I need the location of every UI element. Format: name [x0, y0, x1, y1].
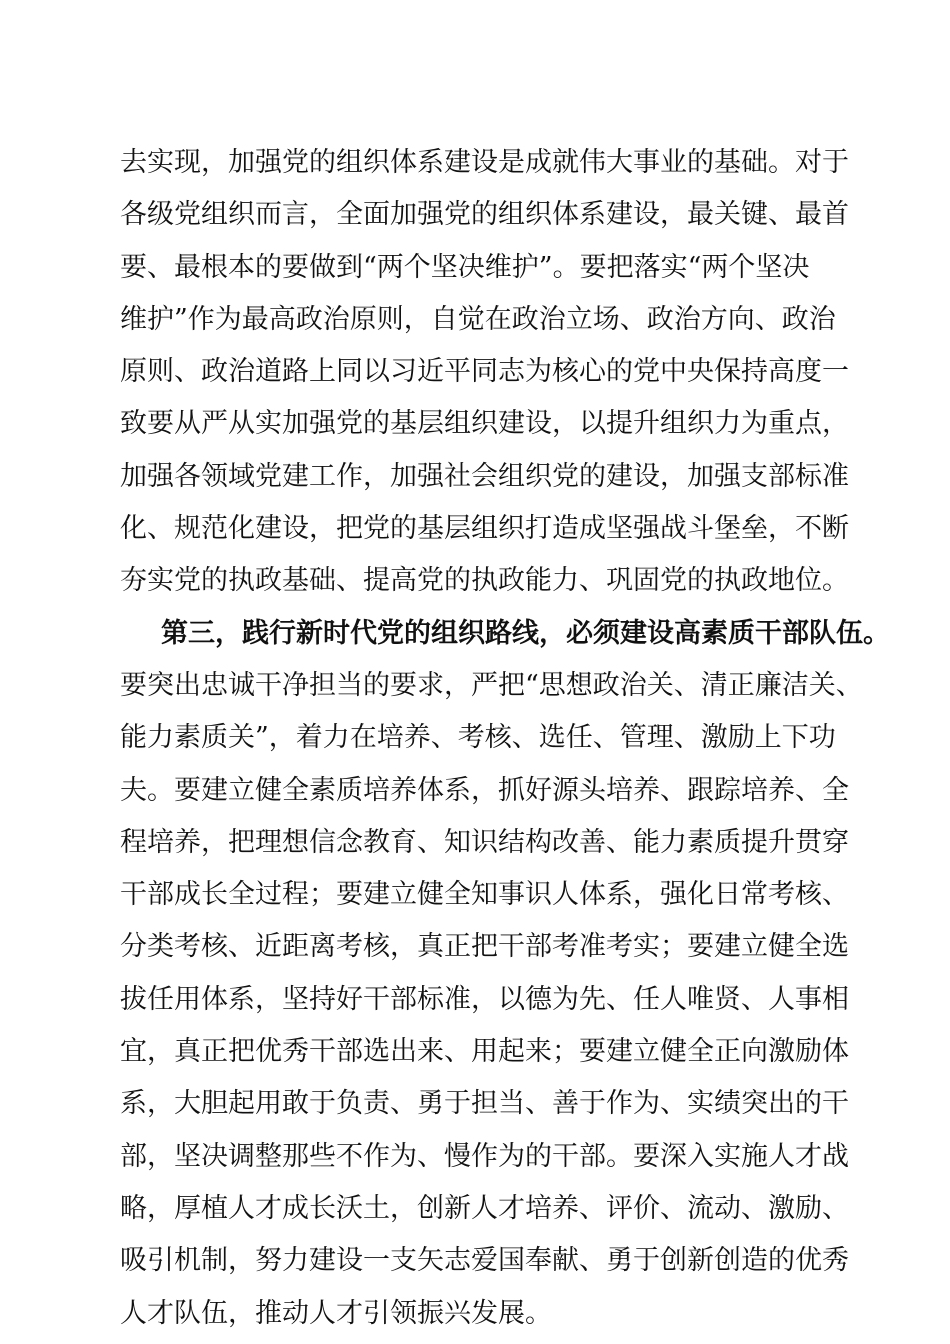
text-line	[120, 974, 849, 1026]
line-text: 要、最根本的要做到“两个坚决维护”。要把落实“两个坚决	[120, 251, 810, 283]
line-text: 夫。要建立健全素质培养体系，抓好源头培养、跟踪培养、全	[120, 774, 849, 806]
text-line	[120, 765, 849, 817]
line-text: 化、规范化建设，把党的基层组织打造成坚强战斗堡垒，不断	[120, 513, 849, 545]
line-text: 拔任用体系，坚持好干部标准，以德为先、任人唯贤、人事相	[120, 983, 849, 1015]
text-line	[120, 451, 849, 503]
text-line	[120, 869, 849, 921]
text-line	[120, 921, 849, 973]
line-text: 分类考核、近距离考核，真正把干部考准考实；要建立健全选	[120, 931, 849, 963]
line-text: 要突出忠诚干净担当的要求，严把“思想政治关、清正廉洁关、	[120, 669, 863, 701]
text-line	[120, 242, 840, 294]
text-line	[120, 555, 849, 607]
line-text: 干部成长全过程；要建立健全知事识人体系，强化日常考核、	[120, 879, 849, 911]
line-text: 部，坚决调整那些不作为、慢作为的干部。要深入实施人才战	[120, 1140, 849, 1172]
text-line	[120, 712, 840, 764]
text-line	[120, 1288, 840, 1340]
text-line	[120, 503, 849, 555]
line-text: 能力素质关”，着力在培养、考核、选任、管理、激励上下功	[120, 722, 836, 754]
line-text: 程培养，把理想信念教育、知识结构改善、能力素质提升贯穿	[120, 826, 849, 858]
text-line	[120, 1183, 849, 1235]
line-text: 维护”作为最高政治原则，自觉在政治立场、政治方向、政治	[120, 303, 836, 335]
line-text: 系，大胆起用敢于负责、勇于担当、善于作为、实绩突出的干	[120, 1088, 849, 1120]
text-line	[120, 137, 849, 189]
text-line	[120, 294, 840, 346]
line-text: 宜，真正把优秀干部选出来、用起来；要建立健全正向激励体	[120, 1036, 849, 1068]
text-line	[120, 1131, 849, 1183]
paragraph-heading: 第三，践行新时代党的组织路线，必须建设高素质干部队伍。	[161, 617, 890, 649]
text-line	[120, 1026, 849, 1078]
line-text: 夯实党的执政基础、提高党的执政能力、巩固党的执政地位。	[120, 565, 849, 597]
line-text: 吸引机制，努力建设一支矢志爱国奉献、勇于创新创造的优秀	[120, 1245, 849, 1277]
line-text: 略，厚植人才成长沃土，创新人才培养、评价、流动、激励、	[120, 1192, 849, 1224]
line-text: 去实现，加强党的组织体系建设是成就伟大事业的基础。对于	[120, 147, 849, 178]
line-text: 各级党组织而言，全面加强党的组织体系建设，最关键、最首	[120, 199, 849, 231]
text-line	[120, 346, 849, 398]
text-line	[120, 189, 849, 241]
text-line	[120, 817, 849, 869]
line-text: 加强各领域党建工作，加强社会组织党的建设，加强支部标准	[120, 460, 849, 492]
text-line	[120, 1235, 849, 1287]
line-text: 人才队伍，推动人才引领振兴发展。	[120, 1297, 552, 1329]
text-line	[120, 660, 863, 712]
line-text: 原则、政治道路上同以习近平同志为核心的党中央保持高度一	[120, 356, 849, 388]
document-body	[120, 137, 890, 1340]
line-text: 致要从严从实加强党的基层组织建设，以提升组织力为重点，	[120, 408, 849, 440]
text-line	[120, 1078, 849, 1130]
text-line	[120, 398, 849, 450]
paragraph-heading-line	[120, 608, 890, 660]
